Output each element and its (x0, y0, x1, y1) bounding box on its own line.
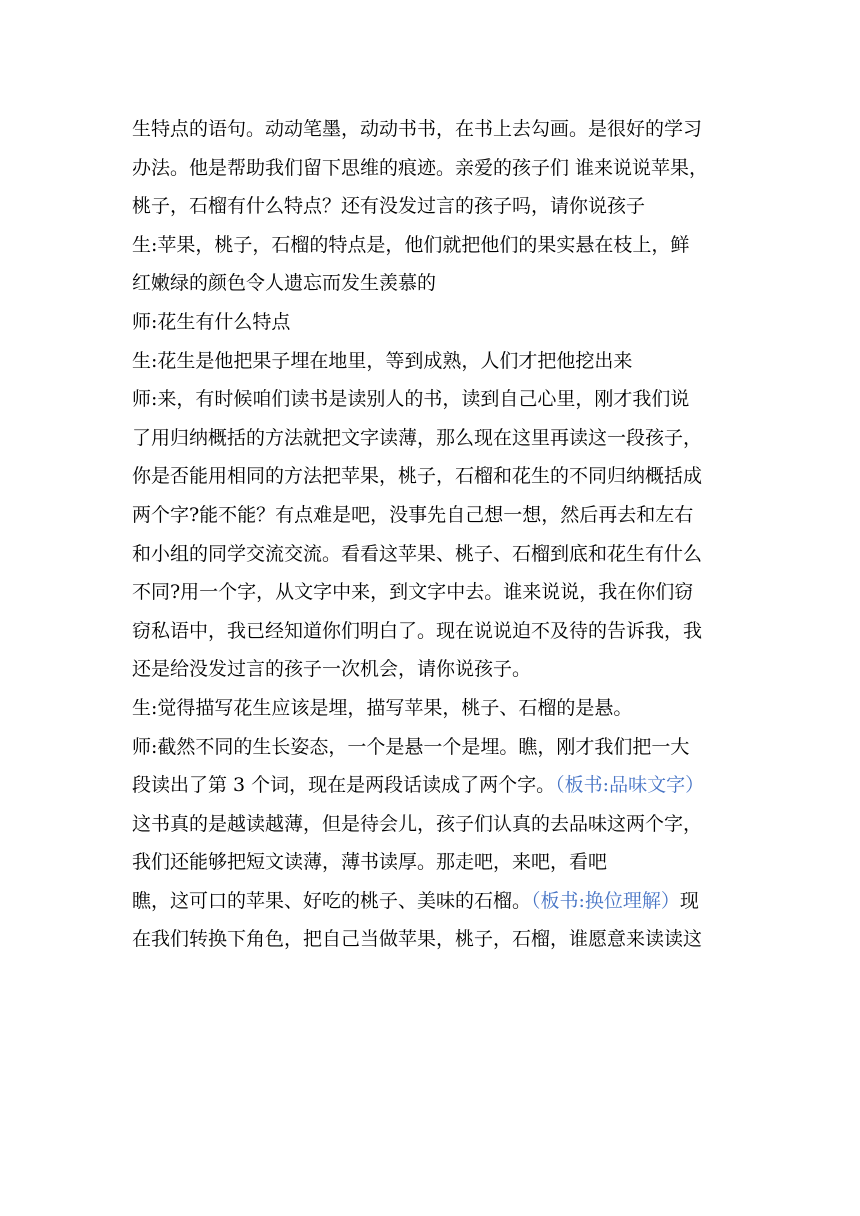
text-line: 生:花生是他把果子埋在地里，等到成熟，人们才把他挖出来 (132, 349, 633, 372)
text-line: 瞧，这可口的苹果、好吃的桃子、美味的石榴。（板书:换位理解）现 (132, 889, 699, 912)
text-line: 办法。他是帮助我们留下思维的痕迹。亲爱的孩子们 谁来说说苹果， (132, 156, 709, 179)
text-line: 师:截然不同的生长姿态，一个是悬一个是埋。瞧，刚才我们把一大 (132, 735, 690, 758)
text-line: 和小组的同学交流交流。看看这苹果、桃子、石榴到底和花生有什么 (132, 542, 703, 565)
text-line: 生:苹果，桃子，石榴的特点是，他们就把他们的果实悬在枝上，鲜 (132, 233, 690, 256)
text-line: 不同?用一个字，从文字中来，到文字中去。谁来说说，我在你们窃 (132, 581, 694, 604)
text-line: 我们还能够把短文读薄，薄书读厚。那走吧，来吧，看吧 (132, 851, 608, 874)
text-line: 了用归纳概括的方法就把文字读薄，那么现在这里再读这一段孩子， (132, 426, 703, 449)
blackboard-note: （板书:品味文字） (555, 774, 705, 797)
text-line: 在我们转换下角色，把自己当做苹果，桃子，石榴，谁愿意来读读这 (132, 928, 703, 951)
text-line: 这书真的是越读越薄，但是待会儿，孩子们认真的去品味这两个字， (132, 812, 703, 835)
text-line: 你是否能用相同的方法把苹果，桃子，石榴和花生的不同归纳概括成 (132, 465, 703, 488)
text-line: 生:觉得描写花生应该是埋，描写苹果，桃子、石榴的是悬。 (132, 696, 633, 719)
text-line: 红嫩绿的颜色令人遗忘而发生羡慕的 (132, 272, 437, 295)
text-line: 师:花生有什么特点 (132, 310, 291, 333)
text-line: 师:来，有时候咱们读书是读别人的书，读到自己心里，刚才我们说 (132, 388, 690, 411)
text-line: 两个字?能不能？有点难是吧，没事先自己想一想，然后再去和左右 (132, 503, 694, 526)
document-body (132, 110, 732, 959)
text-line: 窃私语中，我已经知道你们明白了。现在说说迫不及待的告诉我，我 (132, 619, 703, 642)
text-line: 还是给没发过言的孩子一次机会，请你说孩子。 (132, 658, 532, 681)
blackboard-note: （板书:换位理解） (531, 889, 680, 912)
text-line: 段读出了第 3 个词，现在是两段话读成了两个字。（板书:品味文字） (132, 774, 705, 797)
text-line: 桃子，石榴有什么特点？还有没发过言的孩子吗，请你说孩子 (132, 195, 646, 218)
text-line: 生特点的语句。动动笔墨，动动书书，在书上去勾画。是很好的学习 (132, 118, 703, 140)
